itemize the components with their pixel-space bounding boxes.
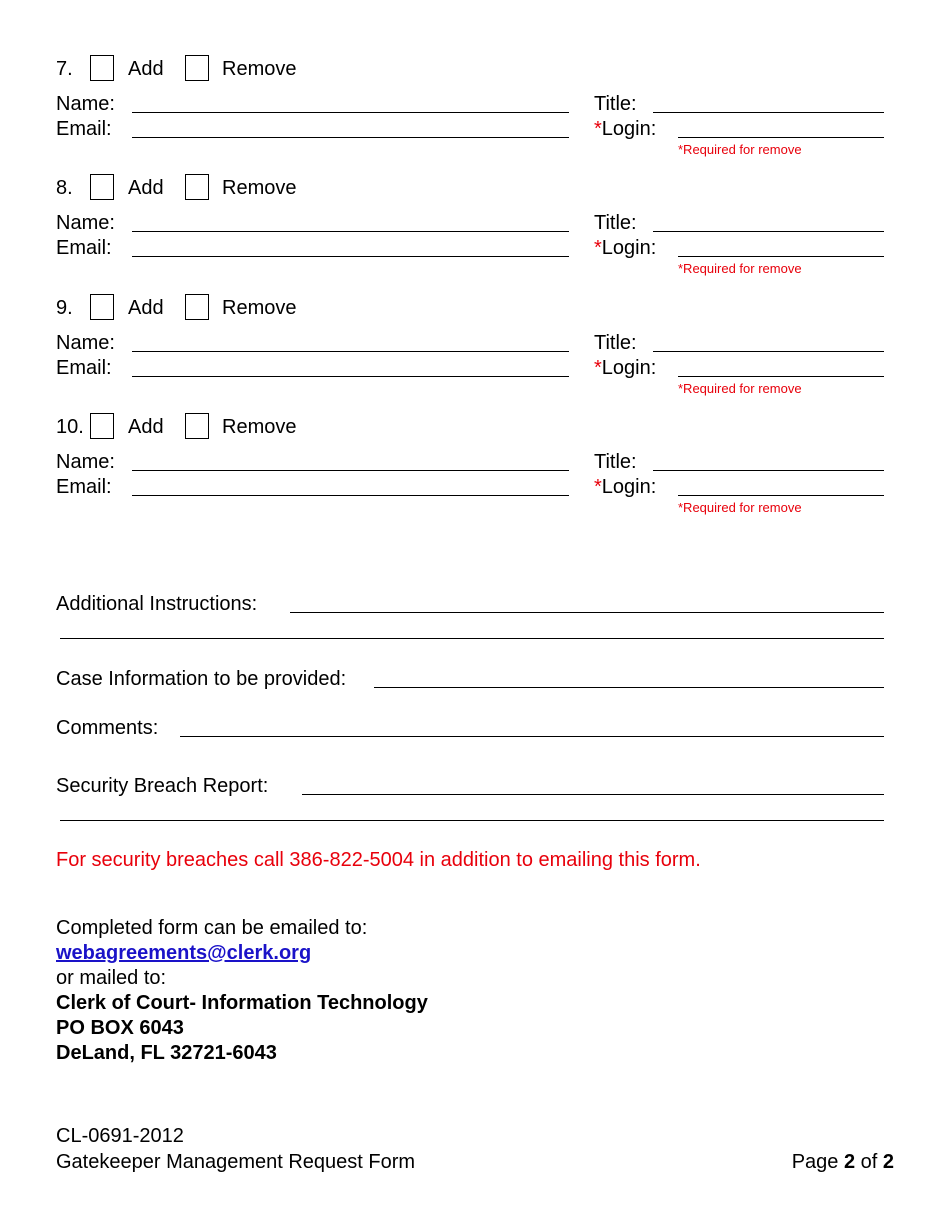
form-code: CL-0691-2012 xyxy=(56,1125,184,1147)
title-label: Title: xyxy=(594,212,637,234)
login-label: *Login: xyxy=(594,476,657,498)
name-field[interactable] xyxy=(132,351,569,352)
add-label: Add xyxy=(128,58,164,80)
form-name: Gatekeeper Management Request Form xyxy=(56,1151,416,1173)
login-field[interactable] xyxy=(678,495,884,496)
email-field[interactable] xyxy=(132,137,569,138)
add-checkbox[interactable] xyxy=(90,413,114,439)
required-asterisk: * xyxy=(594,237,602,259)
title-label: Title: xyxy=(594,451,637,473)
address-line-2: PO BOX 6043 xyxy=(56,1017,184,1039)
additional-instructions-field[interactable] xyxy=(290,612,884,613)
name-label: Name: xyxy=(56,332,115,354)
security-breach-label: Security Breach Report: xyxy=(56,775,269,797)
add-label: Add xyxy=(128,297,164,319)
add-checkbox[interactable] xyxy=(90,294,114,320)
login-field[interactable] xyxy=(678,256,884,257)
required-asterisk: * xyxy=(594,357,602,379)
login-field[interactable] xyxy=(678,376,884,377)
title-field[interactable] xyxy=(653,112,884,113)
email-label: Email: xyxy=(56,118,112,140)
case-info-label: Case Information to be provided: xyxy=(56,668,347,690)
emailed-to-label: Completed form can be emailed to: xyxy=(56,917,368,939)
name-field[interactable] xyxy=(132,470,569,471)
add-checkbox[interactable] xyxy=(90,174,114,200)
required-note: *Required for remove xyxy=(678,142,802,157)
title-field[interactable] xyxy=(653,231,884,232)
add-checkbox[interactable] xyxy=(90,55,114,81)
required-asterisk: * xyxy=(594,118,602,140)
name-label: Name: xyxy=(56,212,115,234)
entry-number: 9. xyxy=(56,297,73,319)
title-label: Title: xyxy=(594,332,637,354)
login-label: *Login: xyxy=(594,118,657,140)
required-note: *Required for remove xyxy=(678,381,802,396)
security-breach-field[interactable] xyxy=(302,794,884,795)
name-field[interactable] xyxy=(132,112,569,113)
email-field[interactable] xyxy=(132,256,569,257)
address-line-1: Clerk of Court- Information Technology xyxy=(56,992,428,1014)
email-label: Email: xyxy=(56,357,112,379)
email-field[interactable] xyxy=(132,495,569,496)
email-label: Email: xyxy=(56,476,112,498)
page-number: Page 2 of 2 xyxy=(791,1151,894,1173)
footer-form-info xyxy=(56,1123,415,1175)
add-label: Add xyxy=(128,177,164,199)
login-label: *Login: xyxy=(594,237,657,259)
email-field[interactable] xyxy=(132,376,569,377)
title-label: Title: xyxy=(594,93,637,115)
remove-checkbox[interactable] xyxy=(185,413,209,439)
required-asterisk: * xyxy=(594,476,602,498)
entry-number: 10. xyxy=(56,416,84,438)
required-note: *Required for remove xyxy=(678,261,802,276)
email-link[interactable]: webagreements@clerk.org xyxy=(56,942,312,964)
remove-checkbox[interactable] xyxy=(185,174,209,200)
remove-label: Remove xyxy=(222,297,297,319)
additional-instructions-label: Additional Instructions: xyxy=(56,593,258,615)
remove-checkbox[interactable] xyxy=(185,294,209,320)
comments-field[interactable] xyxy=(180,736,884,737)
entry-number: 7. xyxy=(56,58,73,80)
mailed-to-label: or mailed to: xyxy=(56,967,167,989)
login-field[interactable] xyxy=(678,137,884,138)
security-breach-field-line2[interactable] xyxy=(60,820,884,821)
address-line-3: DeLand, FL 32721-6043 xyxy=(56,1042,277,1064)
email-label: Email: xyxy=(56,237,112,259)
security-notice: For security breaches call 386-822-5004 in addition to emailing this form. xyxy=(56,849,701,871)
remove-label: Remove xyxy=(222,177,297,199)
name-label: Name: xyxy=(56,93,115,115)
remove-label: Remove xyxy=(222,58,297,80)
remove-checkbox[interactable] xyxy=(185,55,209,81)
required-note: *Required for remove xyxy=(678,500,802,515)
remove-label: Remove xyxy=(222,416,297,438)
additional-instructions-field-line2[interactable] xyxy=(60,638,884,639)
name-field[interactable] xyxy=(132,231,569,232)
name-label: Name: xyxy=(56,451,115,473)
login-label: *Login: xyxy=(594,357,657,379)
case-info-field[interactable] xyxy=(374,687,884,688)
title-field[interactable] xyxy=(653,351,884,352)
add-label: Add xyxy=(128,416,164,438)
comments-label: Comments: xyxy=(56,717,159,739)
title-field[interactable] xyxy=(653,470,884,471)
entry-number: 8. xyxy=(56,177,73,199)
submission-info xyxy=(56,916,428,1066)
